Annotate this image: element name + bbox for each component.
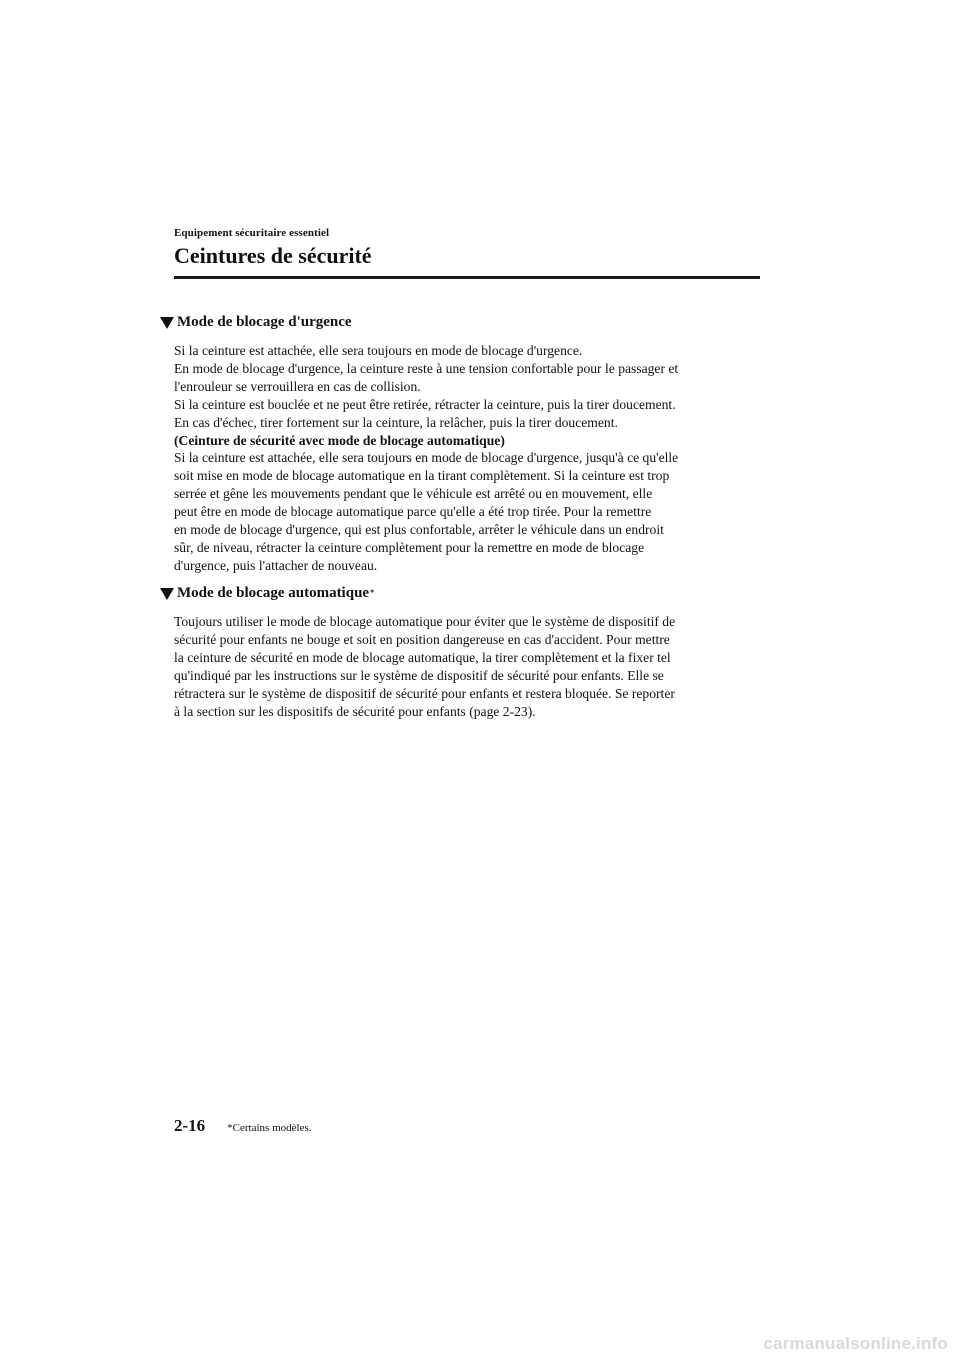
body-line: rétractera sur le système de dispositif de sécurité pour enfants et restera bloquée. Se reporter [174,685,675,701]
subheading-line: (Ceinture de sécurité avec mode de blocage automatique) [174,432,505,448]
section-label: Equipement sécuritaire essentiel [174,227,330,239]
body-line: En mode de blocage d'urgence, la ceinture reste à une tension confortable pour le passager et [174,360,679,376]
manual-page [174,0,760,1358]
section-body [174,342,760,575]
section-heading-text: Mode de blocage d'urgence [177,314,352,330]
watermark: carmanualsonline.info [763,1334,948,1353]
section-emergency-locking [174,313,760,575]
body-line: soit mise en mode de blocage automatique en la tirant complètement. Si la ceinture est trop [174,468,670,484]
section-automatic-locking [174,584,760,720]
page-number: 2-16 [174,1116,206,1135]
page-title: Ceintures de sécurité [174,243,372,268]
body-line: la ceinture de sécurité en mode de blocage automatique, la tirer complètement et la fixer tel [174,649,671,665]
body-line: serrée et gêne les mouvements pendant que le véhicule est arrêté ou en mouvement, elle [174,486,653,502]
body-line: Si la ceinture est attachée, elle sera toujours en mode de blocage d'urgence, jusqu'à ce qu'elle [174,450,679,466]
body-line: sécurité pour enfants ne bouge et soit en position dangereuse en cas d'accident. Pour mettre [174,631,670,647]
section-heading: Mode de blocage automatique * [174,584,760,602]
body-line: qu'indiqué par les instructions sur le système de dispositif de sécurité pour enfants. Elle se [174,667,664,683]
triangle-marker-icon [160,588,174,600]
footnote-text: *Certains modèles. [227,1122,312,1134]
section-heading-text: Mode de blocage automatique [177,585,370,601]
body-line: peut être en mode de blocage automatique parce qu'elle a été trop tirée. Pour la remettre [174,504,652,520]
body-line: sûr, de niveau, rétracter la ceinture complètement pour la remettre en mode de blocage [174,539,645,555]
body-line: en mode de blocage d'urgence, qui est plus confortable, arrêter le véhicule dans un endroit [174,522,664,538]
body-line: à la section sur les dispositifs de sécurité pour enfants (page 2-23). [174,703,536,719]
body-line: En cas d'échec, tirer fortement sur la ceinture, la relâcher, puis la tirer doucement. [174,414,618,430]
triangle-marker-icon [160,317,174,329]
title-divider [174,276,760,279]
body-line: Toujours utiliser le mode de blocage automatique pour éviter que le système de dispositif de [174,614,676,629]
section-body [174,613,760,720]
page-footer [174,1116,312,1136]
body-line: Si la ceinture est attachée, elle sera toujours en mode de blocage d'urgence. [174,343,583,358]
section-heading [174,313,760,331]
body-line: Si la ceinture est bouclée et ne peut être retirée, rétracter la ceinture, puis la tirer doucement. [174,396,676,412]
body-line: l'enrouleur se verrouillera en cas de collision. [174,378,421,394]
body-line: d'urgence, puis l'attacher de nouveau. [174,557,378,573]
